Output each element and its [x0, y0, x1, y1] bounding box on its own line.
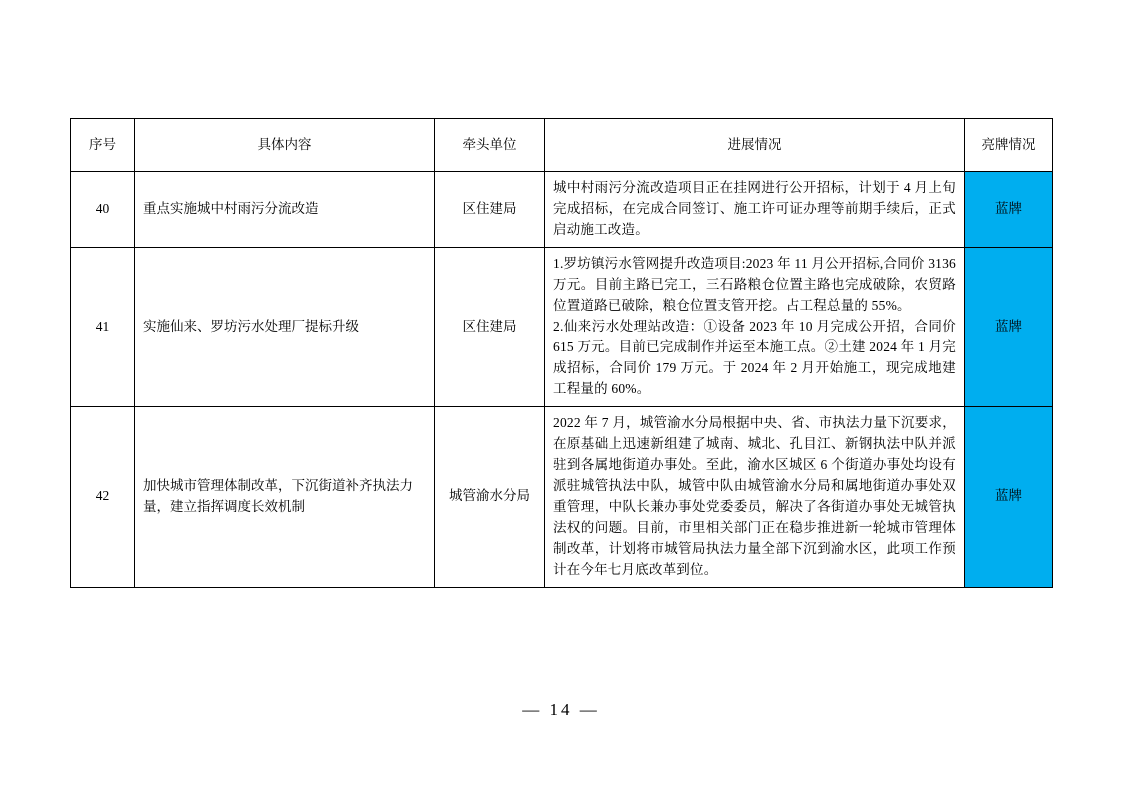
row-progress — [545, 172, 965, 248]
status-badge-label: 蓝牌 — [995, 318, 1022, 334]
table-header-row — [71, 119, 1053, 172]
table-row — [71, 407, 1053, 587]
status-badge-label: 蓝牌 — [995, 488, 1022, 504]
row-seq: 41 — [71, 247, 135, 406]
row-content: 重点实施城中村雨污分流改造 — [135, 172, 435, 248]
progress-paragraph: 城中村雨污分流改造项目正在挂网进行公开招标，计划于 4 月上旬完成招标，在完成合同签订、施工许可证办理等前期手续后，正式启动施工改造。 — [553, 180, 956, 237]
progress-table — [70, 118, 1053, 588]
column-header-seq: 序号 — [71, 119, 135, 172]
progress-paragraph: 2.仙来污水处理站改造：①设备 2023 年 10 月完成公开招，合同价 615 万元。目前已完成制作并运至本施工点。②土建 2024 年 1 月完成招标，合同价 179 万元。于 2024 年 2 月开始施工，现完成地建工程量的 60%。 — [553, 318, 956, 397]
column-header-unit: 牵头单位 — [435, 119, 545, 172]
row-seq: 42 — [71, 407, 135, 587]
page-number: — 14 — — [522, 700, 600, 719]
row-content: 加快城市管理体制改革，下沉街道补齐执法力量，建立指挥调度长效机制 — [135, 407, 435, 587]
status-badge-label: 蓝牌 — [995, 200, 1022, 216]
table-row — [71, 247, 1053, 406]
column-header-content: 具体内容 — [135, 119, 435, 172]
row-progress — [545, 407, 965, 587]
status-badge — [965, 407, 1053, 587]
column-header-flag: 亮牌情况 — [965, 119, 1053, 172]
progress-table-container — [70, 118, 1052, 588]
row-unit: 城管渝水分局 — [435, 407, 545, 587]
row-unit: 区住建局 — [435, 172, 545, 248]
column-header-progress: 进展情况 — [545, 119, 965, 172]
row-unit: 区住建局 — [435, 247, 545, 406]
page-footer — [0, 700, 1122, 720]
progress-paragraph: 1.罗坊镇污水管网提升改造项目:2023 年 11 月公开招标,合同价 3136 万元。目前主路已完工，三石路粮仓位置主路也完成破除，农贸路位置道路已破除，粮仓位置支管开挖。占工程总量的 55%。 — [553, 255, 956, 313]
table-row — [71, 172, 1053, 248]
row-progress — [545, 247, 965, 406]
status-badge — [965, 247, 1053, 406]
progress-paragraph: 2022 年 7 月，城管渝水分局根据中央、省、市执法力量下沉要求，在原基础上迅速新组建了城南、城北、孔目江、新钢执法中队并派驻到各属地街道办事处。至此，渝水区城区 6 个街道办事处均设有派驻城管执法中队，城管中队由城管渝水分局和属地街道办事处双重管理，中队长兼办事处党委委员，解决了各街道办事处无城管执法权的问题。目前，市里相关部门正在稳步推进新一轮城市管理体制改革，计划将市城管局执法力量全部下沉到渝水区，此项工作预计在今年七月底改革到位。 — [553, 415, 956, 577]
row-content: 实施仙来、罗坊污水处理厂提标升级 — [135, 247, 435, 406]
row-seq: 40 — [71, 172, 135, 248]
status-badge — [965, 172, 1053, 248]
